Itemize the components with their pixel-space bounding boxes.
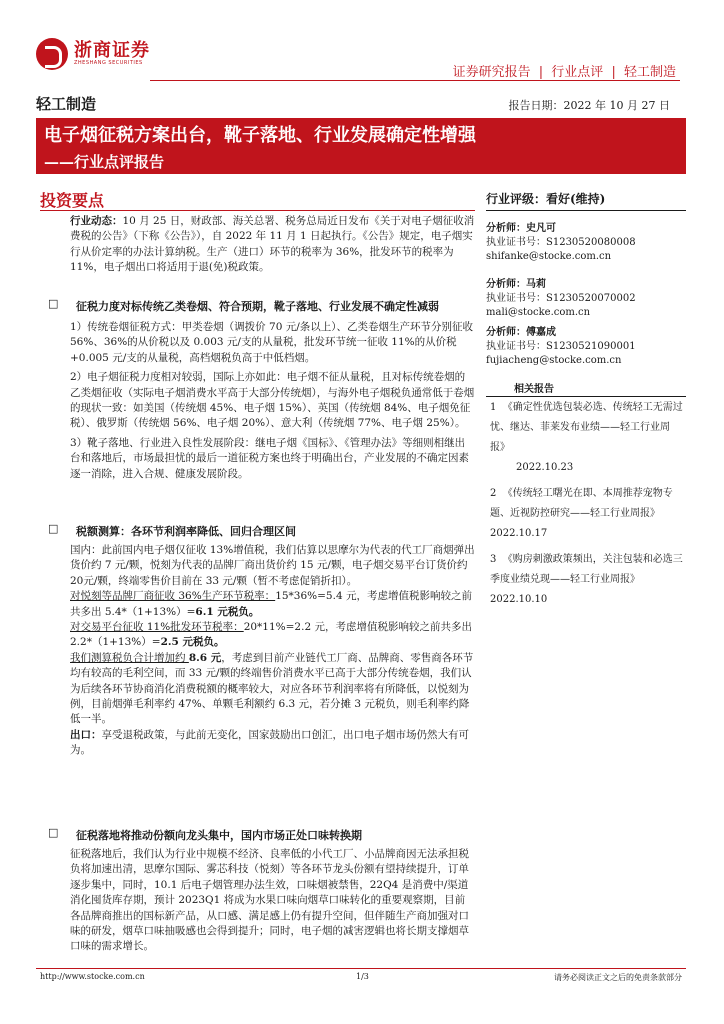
related-num: 1 — [490, 402, 497, 413]
related-report-2[interactable] — [490, 484, 684, 544]
section-2-p5-label: 出口： — [70, 728, 102, 741]
analyst-cert: 执业证书号：S1230520070002 — [486, 293, 636, 304]
section-2-title: 税额测算：各环节利润率降低、回归合理区间 — [76, 525, 296, 538]
analyst-label: 分析师： — [486, 223, 526, 234]
related-num: 3 — [490, 554, 497, 565]
analyst-2 — [486, 278, 686, 320]
intro-label: 行业动态： — [70, 215, 123, 227]
intro-text: 10 月 25 日，财政部、海关总署、税务总局近日发布《关于对电子烟征收消费税的公告》（下称《公告》），自 2022 年 11 月 1 日起执行。《公告》规定，电子烟实行从价定率的办法计算纳税。生产（进口）环节的税率为 36%，批发环节的税率为 11%，电子烟出口将适用于退(免)税政策。 — [70, 215, 475, 274]
section-3-title: 征税落地将推动份额向龙头集中，国内市场正处口味转换期 — [76, 829, 362, 842]
industry-rating: 行业评级：看好(维持) — [486, 192, 606, 206]
nav-separator: | — [611, 65, 616, 80]
section-2-p4-body: ，考虑到目前产业链代工厂商、品牌商、零售商各环节均有较高的毛利空间，而 33 元/颗的终端售价消费水平已高于大部分传统卷烟，我们认为后续各环节协商消化消费税额的概率较大，对应各环节利润率将有所降低，以悦刻为例，目前烟弹毛利率约 47%、单颗毛利额约 6.3 元，若分摊 3 元税负，则毛利率约降低一半。 — [70, 651, 474, 726]
related-date: 2022.10.23 — [516, 462, 574, 473]
investment-heading: 投资要点 — [40, 191, 105, 210]
analyst-1 — [486, 222, 686, 264]
footer-disclaimer: 请务必阅读正文之后的免责条款部分 — [554, 973, 682, 982]
company-logo — [36, 36, 166, 72]
analyst-email[interactable]: mali@stocke.com.cn — [486, 307, 591, 318]
report-title: 电子烟征税方案出台，靴子落地、行业发展确定性增强 — [44, 125, 476, 146]
related-report-1[interactable] — [490, 398, 684, 478]
analyst-cert: 执业证书号：S1230520080008 — [486, 237, 636, 248]
section-2-body — [70, 543, 475, 759]
logo-icon — [36, 38, 68, 70]
analyst-email[interactable]: shifanke@stocke.com.cn — [486, 251, 612, 262]
logo-text: 浙商证券 — [74, 40, 150, 61]
section-3-body — [70, 847, 475, 955]
section-1-para-3: 3）靴子落地、行业进入良性发展阶段：继电子烟《国标》、《管理办法》等细则相继出台和落地后，市场最担忧的最后一道征税方案也终于明确出台，产业发展的不确定因素逐一消除，进入合规、健康发展阶段。 — [70, 436, 469, 480]
section-2-p2-result: 6.1 元税负。 — [195, 605, 260, 618]
section-2-p4-amount: 8.6 元 — [188, 651, 222, 664]
related-report-3[interactable] — [490, 550, 684, 610]
intro-paragraph — [70, 214, 475, 276]
nav-separator: | — [538, 65, 544, 80]
header-rule — [150, 80, 680, 81]
analyst-name: 马莉 — [526, 279, 546, 290]
nav-item-comment: 行业点评 — [551, 65, 604, 80]
related-date: 2022.10.17 — [490, 528, 548, 539]
analyst-email[interactable]: fujiacheng@stocke.com.cn — [486, 355, 622, 366]
related-num: 2 — [490, 488, 497, 499]
section-2-bullet-icon: □ — [48, 522, 59, 535]
related-title: 《传统轻工曙光在即、本周推荐宠物专题、近视防控研究——轻工行业周报》 — [490, 488, 673, 519]
section-2-p2-lead: 对悦刻等品牌厂商征收 36%生产环节税率： — [70, 590, 276, 603]
related-title: 《购房刺激政策频出，关注包装和必选三季度业绩兑现——轻工行业周报》 — [490, 554, 683, 585]
section-2-p5-body: 享受退税政策，与此前无变化，国家鼓励出口创汇，出口电子烟市场仍然大有可为。 — [70, 728, 469, 757]
report-type-nav — [451, 61, 678, 80]
nav-item-sector: 轻工制造 — [623, 65, 676, 80]
analyst-name: 史凡可 — [526, 223, 556, 234]
page-number: 1/3 — [356, 972, 369, 981]
related-reports-heading: 相关报告 — [514, 384, 554, 395]
analyst-label: 分析师： — [486, 327, 526, 338]
analyst-3 — [486, 326, 686, 368]
section-1-bullet-icon: □ — [48, 297, 59, 310]
nav-item-research: 证券研究报告 — [452, 65, 531, 80]
section-3-para-1: 征税落地后，我们认为行业中规模不经济、良率低的小代工厂、小品牌商因无法承担税负将加速出清，思摩尔国际、雾芯科技（悦刻）等各环节龙头份额有望持续提升，订单逐步集中，同时，10.1 后电子烟管理办法生效，口味烟被禁售，22Q4 是消费中/渠道消化囤货库存期，预计 2023Q1 将成为水果口味向烟草口味转化的重要观察期，目前各品牌商推出的国标新产品，从口感、满足感上仍有提升空间，但伴随生产商加强对口味的研发，烟草口味抽吸感也会得到提升；同时，电子烟的减害逻辑也将长期支撑烟草口味的需求增长。 — [70, 848, 469, 953]
related-title: 《确定性优选包装必选、传统轻工无需过忧、继达、菲莱发布业绩——轻工行业周报》 — [490, 402, 683, 453]
section-2-p2-body: 15*36%=5.4 元，考虑增值税影响较之前共多出 5.4*（1+13%）= — [70, 590, 472, 618]
section-2-para-1: 国内：此前国内电子烟仅征收 13%增值税，我们估算以思摩尔为代表的代工厂商烟弹出货价约 7 元/颗，悦刻为代表的品牌厂商出货价约 15 元/颗，电子烟交易平台订货价约 20元/颗，终端零售价目前在 33 元/颗（暂不考虑促销折扣）。 — [70, 544, 475, 587]
analyst-label: 分析师： — [486, 279, 526, 290]
investment-rule — [40, 210, 475, 211]
section-2-p3-result: 2.5 元税负。 — [160, 636, 225, 649]
section-3-bullet-icon: □ — [48, 826, 59, 839]
section-1-para-2: 2）电子烟征税力度相对较弱，国际上亦如此：电子烟不征从量税，且对标传统卷烟的乙类烟征收（实际电子烟消费水平高于大部分传统烟），与海外电子烟税负通常低于卷烟的现状一致：如美国（传统烟 45%、电子烟 15%）、英国（传统烟 84%、电子烟免征税）、俄罗斯（传统烟 56%、电子烟 20%）、意大利（传统烟 77%、电子烟 25%）。 — [70, 371, 475, 430]
section-2-p3-body: 20*11%=2.2 元，考虑增值税影响较之前共多出 2.2*（1+13%）= — [70, 621, 472, 649]
footer-url[interactable]: http://www.stocke.com.cn — [40, 972, 145, 981]
section-1-para-1: 1）传统卷烟征税方式：甲类卷烟（调拨价 70 元/条以上）、乙类卷烟生产环节分别征收 56%、36%的从价税以及 0.003 元/支的从量税，批发环节统一征收 11%的从价税+0.005 元/支的从量税，高档烟税负高于中低档烟。 — [70, 321, 474, 364]
footer-rule — [36, 968, 686, 969]
analyst-cert: 执业证书号：S1230521090001 — [486, 341, 636, 352]
logo-subtext: ZHESHANG SECURITIES — [74, 60, 143, 66]
report-subtitle: ——行业点评报告 — [44, 153, 165, 171]
related-rule — [486, 396, 686, 397]
report-date: 报告日期：2022 年 10 月 27 日 — [508, 99, 670, 112]
section-2-p4-lead: 我们测算税负合计增加约 — [70, 651, 189, 664]
related-date: 2022.10.10 — [490, 594, 548, 605]
section-1-title: 征税力度对标传统乙类卷烟、符合预期，靴子落地、行业发展不确定性减弱 — [76, 300, 439, 313]
section-2-p3-lead: 对交易平台征收 11%批发环节税率： — [70, 621, 244, 634]
rating-rule — [486, 210, 686, 211]
section-1-body — [70, 320, 475, 482]
analyst-name: 傅嘉成 — [526, 327, 556, 338]
sector-label: 轻工制造 — [36, 95, 97, 113]
